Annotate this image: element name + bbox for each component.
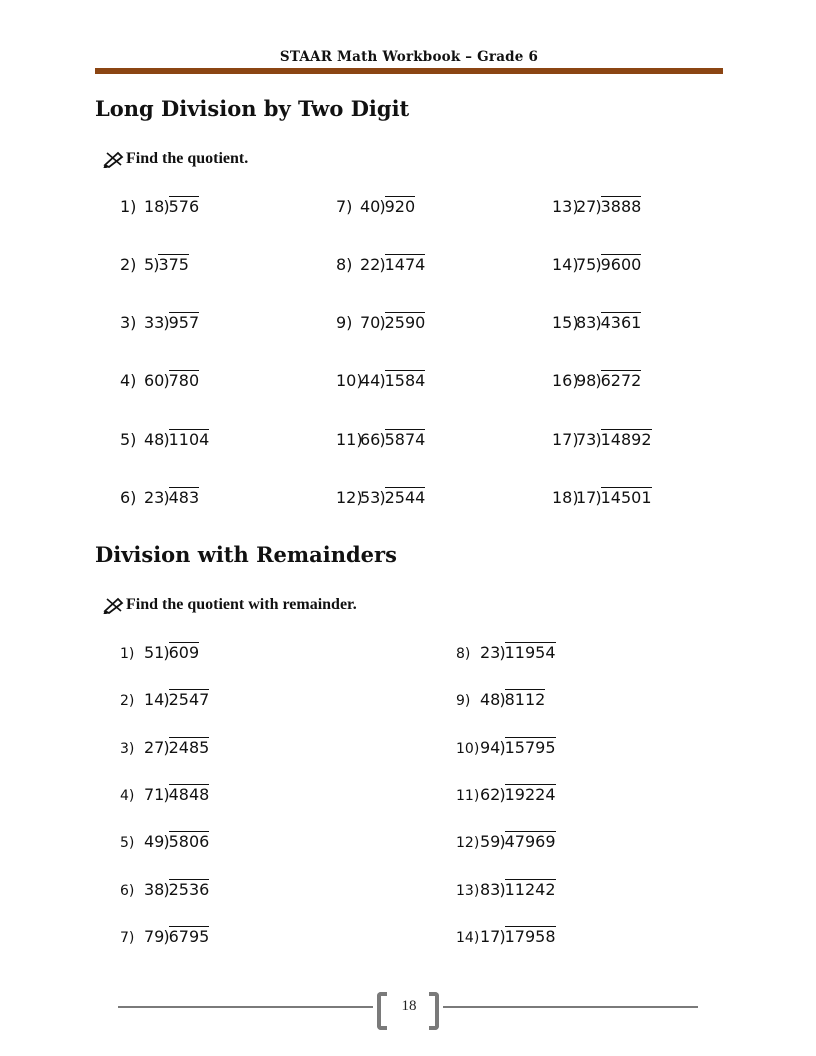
footer-rule-left [118, 1006, 373, 1008]
division-problem [120, 926, 209, 946]
division-problem [552, 254, 641, 274]
dividend: 9600 [600, 255, 642, 274]
division-bracket: ) [163, 430, 170, 449]
problem-number: 11) [456, 788, 480, 804]
footer-rule-right [443, 1006, 698, 1008]
dividend: 2544 [384, 488, 426, 507]
header-rule [95, 68, 723, 74]
divisor: 38 [144, 880, 165, 899]
division-bracket: ) [595, 488, 602, 507]
division-bracket: ) [595, 197, 602, 216]
divisor: 51 [144, 643, 165, 662]
divisor: 5 [144, 255, 155, 274]
division-problem [120, 196, 199, 216]
page-bracket-right [429, 992, 439, 1030]
division-problem [120, 370, 199, 390]
dividend: 11242 [504, 880, 556, 899]
dividend: 4848 [168, 785, 210, 804]
division-bracket: ) [163, 785, 170, 804]
division-bracket: ) [163, 371, 170, 390]
dividend: 2485 [168, 738, 210, 757]
dividend: 3888 [600, 197, 642, 216]
divisor: 62 [480, 785, 501, 804]
problem-number: 18) [552, 488, 579, 507]
problem-number: 7) [120, 930, 135, 946]
divisor: 70 [360, 313, 381, 332]
division-problem [120, 312, 199, 332]
division-bracket: ) [379, 371, 386, 390]
divisor: 33 [144, 313, 165, 332]
divisor: 79 [144, 927, 165, 946]
division-problem [120, 831, 209, 851]
division-problem [120, 642, 199, 662]
division-bracket: ) [163, 832, 170, 851]
dividend: 576 [168, 197, 200, 216]
division-bracket: ) [499, 738, 506, 757]
dividend: 2536 [168, 880, 210, 899]
dividend: 6272 [600, 371, 642, 390]
instruction-quotient [103, 150, 248, 168]
problem-number: 2) [120, 693, 135, 709]
divisor: 23 [144, 488, 165, 507]
dividend: 780 [168, 371, 200, 390]
problem-number: 14) [456, 930, 480, 946]
division-problem [120, 879, 209, 899]
division-bracket: ) [163, 738, 170, 757]
divisor: 14 [144, 690, 165, 709]
problem-number: 7) [336, 197, 353, 216]
dividend: 609 [168, 643, 200, 662]
division-problem [120, 784, 209, 804]
dividend: 47969 [504, 832, 556, 851]
instruction-remainder [103, 596, 357, 614]
dividend: 1474 [384, 255, 426, 274]
division-problem [336, 196, 415, 216]
problem-number: 17) [552, 430, 579, 449]
division-bracket: ) [163, 313, 170, 332]
problem-number: 1) [120, 646, 135, 662]
dividend: 17958 [504, 927, 556, 946]
division-problem [336, 254, 425, 274]
dividend: 6795 [168, 927, 210, 946]
divisor: 83 [576, 313, 597, 332]
division-bracket: ) [595, 371, 602, 390]
division-problem [336, 487, 425, 507]
problem-number: 12) [336, 488, 363, 507]
division-bracket: ) [499, 690, 506, 709]
division-bracket: ) [163, 197, 170, 216]
division-bracket: ) [499, 785, 506, 804]
division-problem [336, 429, 425, 449]
divisor: 75 [576, 255, 597, 274]
instruction-text: Find the quotient. [126, 150, 249, 167]
divisor: 60 [144, 371, 165, 390]
problem-number: 10) [336, 371, 363, 390]
division-bracket: ) [499, 832, 506, 851]
division-bracket: ) [153, 255, 160, 274]
division-problem [552, 487, 652, 507]
problem-number: 8) [456, 646, 471, 662]
divisor: 17 [480, 927, 501, 946]
division-bracket: ) [379, 313, 386, 332]
problem-number: 9) [336, 313, 353, 332]
division-bracket: ) [163, 690, 170, 709]
division-problem [552, 312, 641, 332]
dividend: 5806 [168, 832, 210, 851]
dividend: 1584 [384, 371, 426, 390]
division-bracket: ) [163, 880, 170, 899]
problem-number: 16) [552, 371, 579, 390]
problem-number: 13) [456, 883, 480, 899]
dividend: 957 [168, 313, 200, 332]
division-bracket: ) [595, 430, 602, 449]
dividend: 14501 [600, 488, 652, 507]
page-bracket-left [377, 992, 387, 1030]
dividend: 15795 [504, 738, 556, 757]
division-bracket: ) [163, 643, 170, 662]
dividend: 11954 [504, 643, 556, 662]
dividend: 8112 [504, 690, 546, 709]
pencil-icon [103, 150, 125, 168]
division-problem [456, 926, 556, 946]
division-bracket: ) [499, 880, 506, 899]
divisor: 48 [480, 690, 501, 709]
division-problem [456, 784, 556, 804]
divisor: 27 [576, 197, 597, 216]
division-bracket: ) [595, 313, 602, 332]
division-bracket: ) [379, 430, 386, 449]
dividend: 483 [168, 488, 200, 507]
problem-number: 2) [120, 255, 137, 274]
division-problem [120, 487, 199, 507]
division-problem [120, 429, 209, 449]
dividend: 19224 [504, 785, 556, 804]
division-problem [552, 370, 641, 390]
division-problem [336, 370, 425, 390]
division-bracket: ) [163, 927, 170, 946]
problem-number: 10) [456, 741, 480, 757]
problem-number: 4) [120, 371, 137, 390]
instruction-text: Find the quotient with remainder. [126, 596, 357, 613]
divisor: 59 [480, 832, 501, 851]
divisor: 66 [360, 430, 381, 449]
divisor: 44 [360, 371, 381, 390]
problem-number: 5) [120, 835, 135, 851]
divisor: 83 [480, 880, 501, 899]
division-problem [456, 737, 556, 757]
problem-number: 1) [120, 197, 137, 216]
dividend: 2590 [384, 313, 426, 332]
dividend: 920 [384, 197, 416, 216]
dividend: 14892 [600, 430, 652, 449]
division-bracket: ) [379, 488, 386, 507]
problem-number: 8) [336, 255, 353, 274]
divisor: 53 [360, 488, 381, 507]
problem-number: 3) [120, 741, 135, 757]
divisor: 98 [576, 371, 597, 390]
divisor: 71 [144, 785, 165, 804]
division-problem [456, 879, 556, 899]
problem-number: 14) [552, 255, 579, 274]
divisor: 48 [144, 430, 165, 449]
division-bracket: ) [163, 488, 170, 507]
division-problem [120, 737, 209, 757]
page-number: 18 [401, 998, 417, 1014]
division-bracket: ) [595, 255, 602, 274]
dividend: 2547 [168, 690, 210, 709]
dividend: 1104 [168, 430, 210, 449]
division-problem [552, 429, 652, 449]
problem-number: 15) [552, 313, 579, 332]
problem-number: 5) [120, 430, 137, 449]
divisor: 49 [144, 832, 165, 851]
divisor: 73 [576, 430, 597, 449]
division-problem [336, 312, 425, 332]
division-problem [120, 254, 189, 274]
division-problem [456, 831, 556, 851]
section-title-long-division: Long Division by Two Digit [95, 96, 410, 121]
section-title-remainders: Division with Remainders [95, 542, 397, 567]
problem-number: 4) [120, 788, 135, 804]
problem-number: 9) [456, 693, 471, 709]
division-problem [456, 642, 556, 662]
division-problem [456, 689, 545, 709]
division-bracket: ) [379, 255, 386, 274]
pencil-icon [103, 596, 125, 614]
divisor: 23 [480, 643, 501, 662]
division-problem [120, 689, 209, 709]
dividend: 5874 [384, 430, 426, 449]
division-bracket: ) [499, 643, 506, 662]
problem-number: 11) [336, 430, 363, 449]
divisor: 40 [360, 197, 381, 216]
problem-number: 3) [120, 313, 137, 332]
divisor: 22 [360, 255, 381, 274]
problem-number: 12) [456, 835, 480, 851]
dividend: 375 [158, 255, 189, 274]
divisor: 94 [480, 738, 501, 757]
divisor: 17 [576, 488, 597, 507]
divisor: 18 [144, 197, 165, 216]
divisor: 27 [144, 738, 165, 757]
problem-number: 6) [120, 488, 137, 507]
dividend: 4361 [600, 313, 642, 332]
problem-number: 13) [552, 197, 579, 216]
division-bracket: ) [499, 927, 506, 946]
division-bracket: ) [379, 197, 386, 216]
division-problem [552, 196, 641, 216]
problem-number: 6) [120, 883, 135, 899]
workbook-header: STAAR Math Workbook – Grade 6 [279, 49, 539, 65]
